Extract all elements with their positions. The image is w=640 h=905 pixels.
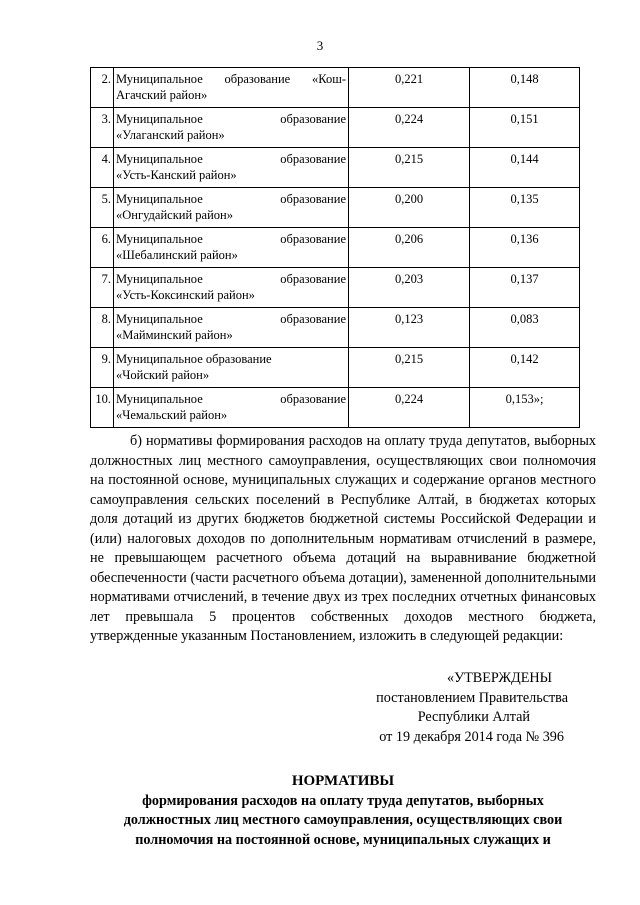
approval-line-resolution: постановлением Правительства xyxy=(376,689,568,706)
norm-value-2: 0,142 xyxy=(470,348,580,388)
norm-value-1: 0,123 xyxy=(349,308,470,348)
norm-value-2: 0,144 xyxy=(470,148,580,188)
table-row xyxy=(91,388,580,428)
row-number: 6. xyxy=(91,228,114,268)
norm-value-1: 0,224 xyxy=(349,388,470,428)
municipality-name-line: «Чойский район» xyxy=(116,368,210,382)
municipality-name-line: «Майминский район» xyxy=(116,328,233,342)
municipality-name-cell xyxy=(114,308,349,348)
table-row xyxy=(91,108,580,148)
heading-title: НОРМАТИВЫ xyxy=(291,773,395,789)
approval-line-approved: «УТВЕРЖДЕНЫ xyxy=(447,670,552,686)
municipality-name-line: «Онгудайский район» xyxy=(116,208,233,222)
row-number: 7. xyxy=(91,268,114,308)
municipality-name-line: Агачский район» xyxy=(116,88,208,102)
norm-value-2: 0,136 xyxy=(470,228,580,268)
norm-value-2: 0,153»; xyxy=(470,388,580,428)
norm-value-2: 0,083 xyxy=(470,308,580,348)
row-number: 8. xyxy=(91,308,114,348)
municipality-name-cell xyxy=(114,188,349,228)
norm-value-1: 0,200 xyxy=(349,188,470,228)
heading-line: полномочия на постоянной основе, муниципальных служащих и xyxy=(135,831,551,848)
municipality-name-cell xyxy=(114,108,349,148)
row-number: 4. xyxy=(91,148,114,188)
norm-value-2: 0,148 xyxy=(470,68,580,108)
norm-value-1: 0,215 xyxy=(349,348,470,388)
heading-line: формирования расходов на оплату труда депутатов, выборных xyxy=(142,792,544,809)
row-number: 3. xyxy=(91,108,114,148)
municipality-name-line: «Усть-Канский район» xyxy=(116,168,237,182)
municipality-name-line: Муниципальное образование xyxy=(116,232,346,246)
table-row xyxy=(91,228,580,268)
municipality-name-cell xyxy=(114,228,349,268)
table-row xyxy=(91,308,580,348)
norms-table-body xyxy=(91,68,580,428)
row-number: 5. xyxy=(91,188,114,228)
municipality-name-line: Муниципальное образование xyxy=(116,352,272,366)
norm-value-1: 0,224 xyxy=(349,108,470,148)
norm-value-1: 0,206 xyxy=(349,228,470,268)
municipality-name-line: Муниципальное образование xyxy=(116,152,346,166)
norm-value-1: 0,203 xyxy=(349,268,470,308)
heading-line: должностных лиц местного самоуправления, осуществляющих свои xyxy=(123,812,563,828)
norm-value-2: 0,135 xyxy=(470,188,580,228)
norms-table xyxy=(90,67,580,428)
approval-line-republic: Республики Алтай xyxy=(417,709,530,725)
approval-line-date: от 19 декабря 2014 года № 396 xyxy=(379,728,564,745)
municipality-name-line: «Улаганский район» xyxy=(116,128,225,142)
table-row xyxy=(91,68,580,108)
municipality-name-line: «Шебалинский район» xyxy=(116,248,238,262)
municipality-name-line: Муниципальное образование xyxy=(116,192,346,206)
approval-block xyxy=(340,669,600,747)
municipality-name-cell xyxy=(114,68,349,108)
table-row xyxy=(91,268,580,308)
municipality-name-line: Муниципальное образование xyxy=(116,112,346,126)
table-row xyxy=(91,188,580,228)
municipality-name-line: «Усть-Коксинский район» xyxy=(116,288,255,302)
page-number: 3 xyxy=(316,38,324,53)
table-row xyxy=(91,148,580,188)
municipality-name-cell xyxy=(114,148,349,188)
norm-value-1: 0,221 xyxy=(349,68,470,108)
municipality-name-cell xyxy=(114,268,349,308)
body-paragraph: б) нормативы формирования расходов на оплату труда депутатов, выборных должностных лиц местного самоуправления, осуществляющих свои полномочия на постоянной основе, муниципальных служащих и содержание органов местного самоуправления сельских поселений в Республике Алтай, в бюджетах которых доля дотаций из других бюджетов бюджетной системы Российской Федерации и (или) налоговых доходов по дополнительным нормативам отчислений в размере, не превышающем расчетного объема дотаций на выравнивание бюджетной обеспеченности (части расчетного объема дотации), замененной дополнительными нормативами отчислений, в течение двух из трех последних отчетных финансовых лет превышала 5 процентов собственных доходов местного бюджета, утвержденные указанным Постановлением, изложить в следующей редакции: xyxy=(90,433,596,644)
document-heading xyxy=(90,772,596,850)
norm-value-1: 0,215 xyxy=(349,148,470,188)
row-number: 10. xyxy=(91,388,114,428)
municipality-name-line: Муниципальное образование xyxy=(116,392,346,406)
municipality-name-line: Муниципальное образование «Кош- xyxy=(116,72,346,86)
municipality-name-line: «Чемальский район» xyxy=(116,408,228,422)
municipality-name-cell xyxy=(114,348,349,388)
row-number: 9. xyxy=(91,348,114,388)
municipality-name-line: Муниципальное образование xyxy=(116,312,346,326)
table-row xyxy=(91,348,580,388)
norm-value-2: 0,151 xyxy=(470,108,580,148)
row-number: 2. xyxy=(91,68,114,108)
norm-value-2: 0,137 xyxy=(470,268,580,308)
municipality-name-cell xyxy=(114,388,349,428)
municipality-name-line: Муниципальное образование xyxy=(116,272,346,286)
